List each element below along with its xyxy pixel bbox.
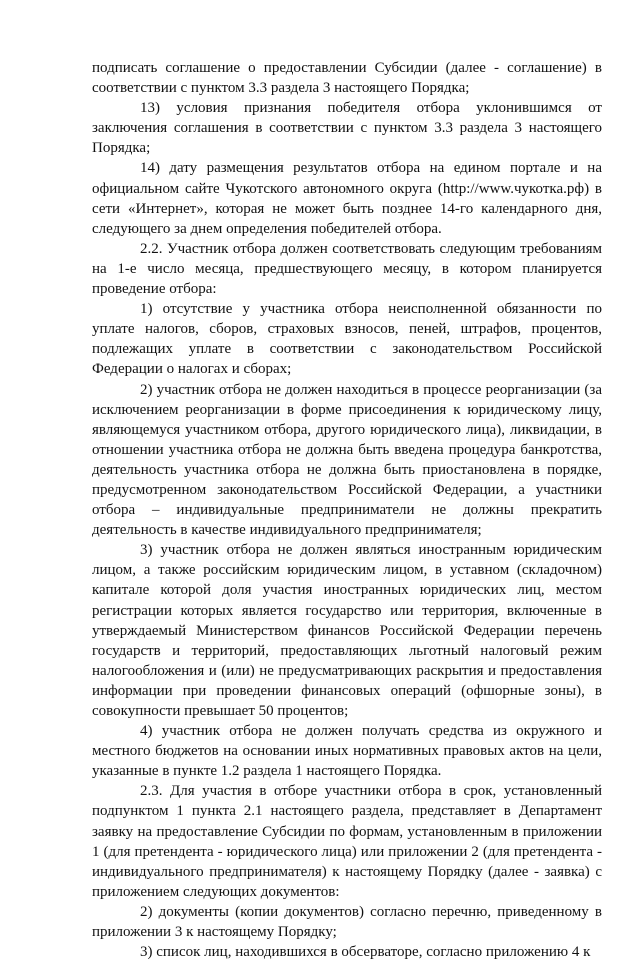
paragraph-agreement-continuation: подписать соглашение о предоставлении Субсидии (далее - соглашение) в соответствии с пунктом 3.3 раздела 3 настоящего Порядка; [92,60,602,97]
paragraph-requirement-1: 1) отсутствие у участника отбора неисполненной обязанности по уплате налогов, сборов, страховых взносов, пеней, штрафов, процентов, подлежащих уплате в соответствии с законодательством Российской Федерации о налогах и сборах; [92,301,602,378]
paragraph-document-3: 3) список лиц, находившихся в обсерваторе, согласно приложению 4 к [140,944,591,961]
paragraph-requirement-2: 2) участник отбора не должен находиться в процессе реорганизации (за исключением реорганизации в форме присоединения к юридическому лицу, являющемуся участником отбора, другого юридического лица), ликвидации, в отношении участника отбора не должна быть введена процедура банкротства, деятельность участника отбора не должна быть приостановлена в порядке, предусмотренном законодательством Российской Федерации, а участники отбора – индивидуальные предприниматели не должны прекратить деятельность в качестве индивидуального предпринимателя; [92,381,602,539]
paragraph-item-14: 14) дату размещения результатов отбора на едином портале и на официальном сайте Чукотского автономного округа (http://www.чукотка.рф) в сети «Интернет», которая не может быть позднее 14-го календарного дня, следующего за днем определения победителей отбора. [92,160,602,237]
paragraph-requirement-3: 3) участник отбора не должен являться иностранным юридическим лицом, а также российским юридическим лицом, в уставном (складочном) капитале которой доля участия иностранных юридических лиц, местом регистрации которых является государство или территория, включенные в утверждаемый Министерством финансов Российской Федерации перечень государств и территорий, предоставляющих льготный налоговый режим налогообложения и (или) не предусматривающих раскрытия и предоставления информации при проведении финансовых операций (офшорные зоны), в совокупности превышает 50 процентов; [92,542,602,719]
paragraph-document-2: 2) документы (копии документов) согласно перечню, приведенному в приложении 3 к настоящему Порядку; [92,903,602,941]
document-page [92,58,602,962]
paragraph-item-13: 13) условия признания победителя отбора уклонившимся от заключения соглашения в соответствии с пунктом 3.3 раздела 3 настоящего Порядка; [92,100,602,157]
paragraph-section-2-2: 2.2. Участник отбора должен соответствовать следующим требованиям на 1-е число месяца, предшествующего месяцу, в котором планируется проведение отбора: [92,240,602,298]
paragraph-section-2-3: 2.3. Для участия в отборе участники отбора в срок, установленный подпунктом 1 пункта 2.1 настоящего раздела, представляет в Департамент заявку на предоставление Субсидии по формам, установленным в приложении 1 (для претендента - юридического лица) или приложении 2 (для претендента - индивидуального предпринимателя) к настоящему Порядку (далее - заявка) с приложением следующих документов: [92,783,602,900]
paragraph-requirement-4: 4) участник отбора не должен получать средства из окружного и местного бюджетов на основании иных нормативных правовых актов на цели, указанные в пункте 1.2 раздела 1 настоящего Порядка. [92,723,602,780]
